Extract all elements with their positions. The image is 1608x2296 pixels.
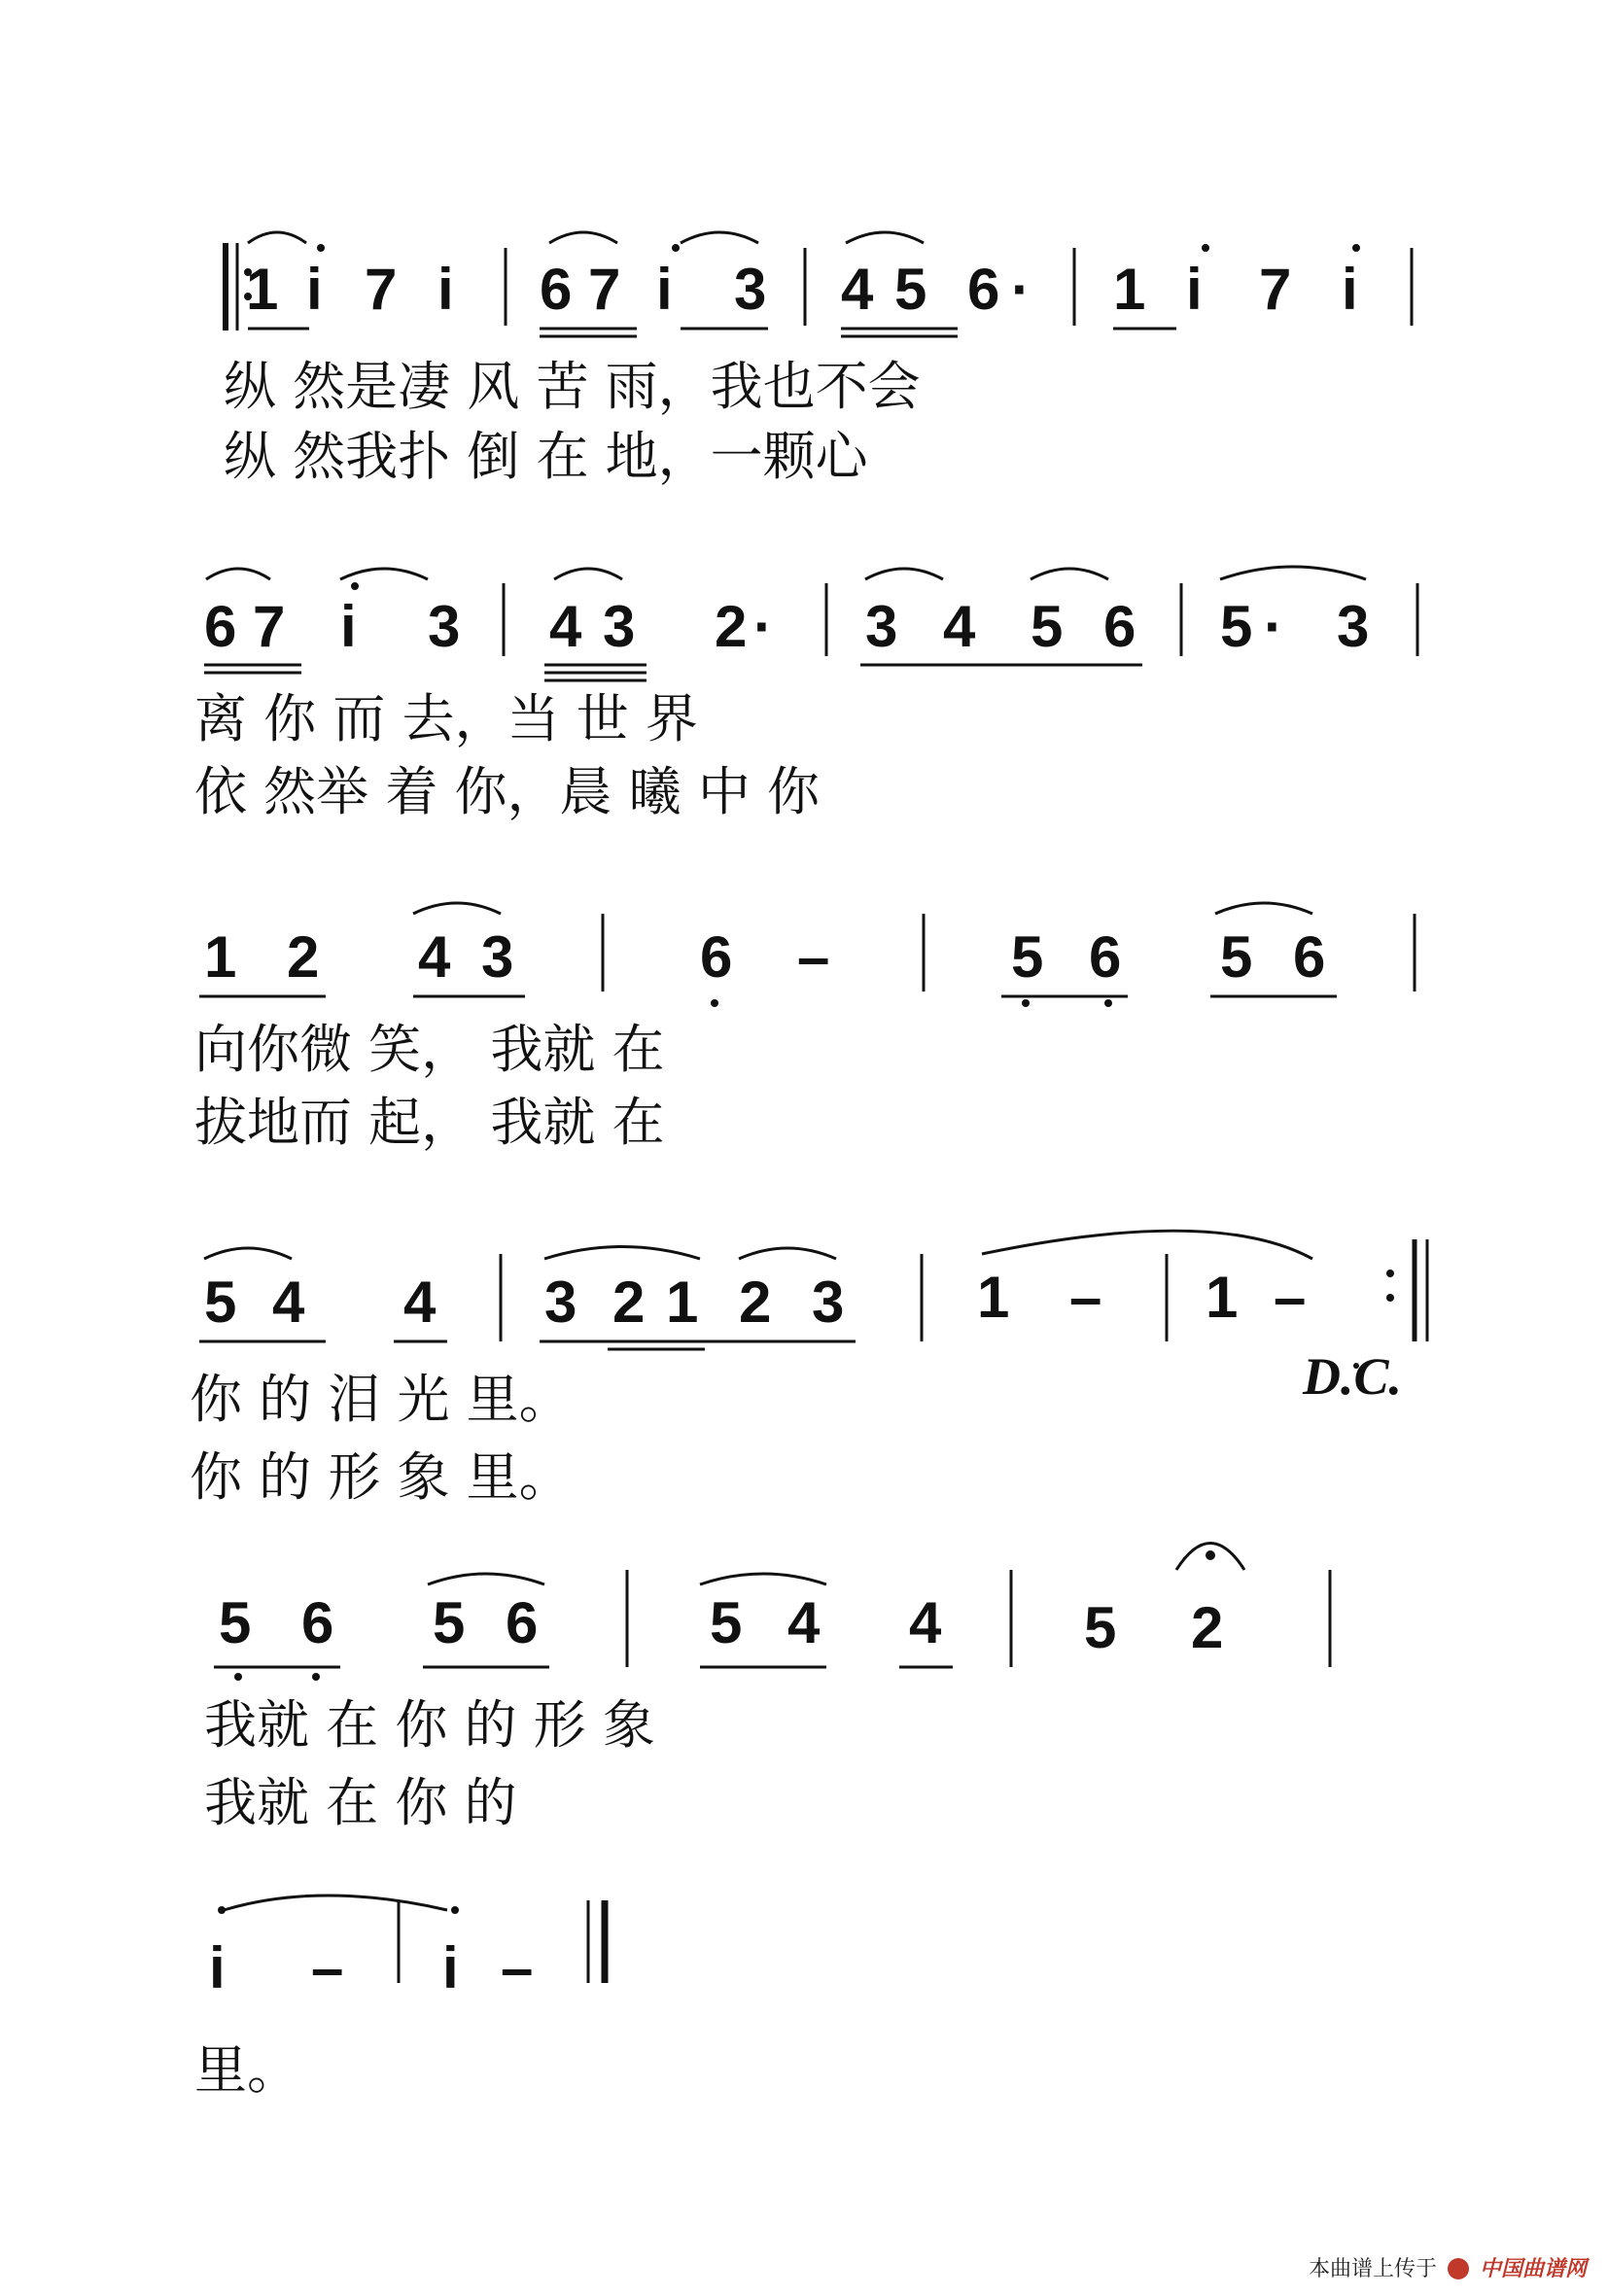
note: 4 (841, 257, 874, 322)
note: 4 (418, 924, 451, 990)
note: i (1186, 257, 1203, 322)
note: 1 (977, 1265, 1010, 1330)
note: 1 (1206, 1265, 1239, 1330)
note: – (1274, 1265, 1307, 1330)
footer-credit (1309, 2252, 1587, 2282)
note: 5 (1011, 924, 1044, 990)
note: · (1264, 594, 1283, 659)
note: · (1011, 257, 1031, 322)
note: i (437, 257, 454, 322)
lyric-verse-1: 你 的 泪 光 里。 (190, 1369, 572, 1430)
note: 6 (540, 257, 573, 322)
note: 6 (1293, 924, 1326, 990)
note: 1 (1113, 257, 1146, 322)
footer-text: 本曲谱上传于 (1308, 2257, 1437, 2281)
note: 6 (1103, 594, 1136, 659)
note: 3 (428, 594, 461, 659)
note: 1 (666, 1270, 699, 1335)
note: 6 (301, 1590, 334, 1655)
site-logo-icon (1448, 2258, 1469, 2279)
note: – (797, 924, 830, 990)
note: 2 (612, 1270, 646, 1335)
note: i (209, 1935, 226, 2000)
note: 2 (1191, 1595, 1224, 1660)
note: 7 (588, 257, 621, 322)
note: 5 (433, 1590, 466, 1655)
lyric-verse-1: 离 你 而 去，当 世 界 (194, 688, 698, 749)
lyric-verse-1: 向你微 笑， 我就 在 (194, 1019, 665, 1080)
note: 4 (909, 1590, 942, 1655)
note: 5 (1084, 1595, 1117, 1660)
note: i (1342, 257, 1358, 322)
note: 4 (272, 1270, 305, 1335)
note: 5 (1031, 594, 1064, 659)
note: 5 (204, 1270, 237, 1335)
note: 2 (715, 594, 748, 659)
note: 6 (967, 257, 1000, 322)
note: 6 (506, 1590, 539, 1655)
note: i (442, 1935, 459, 2000)
note: i (340, 594, 357, 659)
dc-mark: D.C. (1303, 1347, 1403, 1406)
note: 4 (787, 1590, 821, 1655)
note: 5 (1220, 924, 1253, 990)
note: 7 (365, 257, 398, 322)
note: 3 (1337, 594, 1370, 659)
lyric-verse-2: 你 的 形 象 里。 (190, 1446, 572, 1508)
note: · (753, 594, 773, 659)
note: 4 (403, 1270, 437, 1335)
note: 4 (549, 594, 582, 659)
note: 4 (943, 594, 976, 659)
lyric-verse-2: 我就 在 你 的 (204, 1772, 517, 1833)
note: 3 (481, 924, 514, 990)
note: 3 (544, 1270, 577, 1335)
note: – (311, 1935, 344, 2000)
note: 7 (253, 594, 286, 659)
lyric-verse-1: 我就 在 你 的 形 象 (204, 1694, 655, 1756)
lyric-verse-1: 里。 (194, 2039, 299, 2101)
note: 6 (700, 924, 733, 990)
note: 5 (894, 257, 927, 322)
note: 3 (865, 594, 898, 659)
note: 2 (739, 1270, 772, 1335)
note: 5 (710, 1590, 743, 1655)
note: – (1069, 1265, 1102, 1330)
note: – (501, 1935, 534, 2000)
note: i (656, 257, 673, 322)
note: 7 (1259, 257, 1292, 322)
note: 3 (734, 257, 767, 322)
note: 3 (603, 594, 636, 659)
footer-site[interactable]: 中国曲谱网 (1479, 2257, 1587, 2281)
lyric-verse-1: 纵 然是凄 风 苦 雨，我也不会 (224, 356, 921, 417)
note: 6 (1089, 924, 1122, 990)
note: 1 (204, 924, 237, 990)
note: 5 (219, 1590, 252, 1655)
note: 6 (204, 594, 237, 659)
note: 1 (246, 257, 279, 322)
note: 5 (1220, 594, 1253, 659)
note: 2 (287, 924, 320, 990)
note: 3 (812, 1270, 845, 1335)
lyric-verse-2: 纵 然我扑 倒 在 地，一颗心 (224, 426, 868, 487)
lyric-verse-2: 拔地而 起， 我就 在 (194, 1092, 665, 1153)
lyric-verse-2: 依 然举 着 你，晨 曦 中 你 (194, 761, 820, 822)
note: i (306, 257, 323, 322)
